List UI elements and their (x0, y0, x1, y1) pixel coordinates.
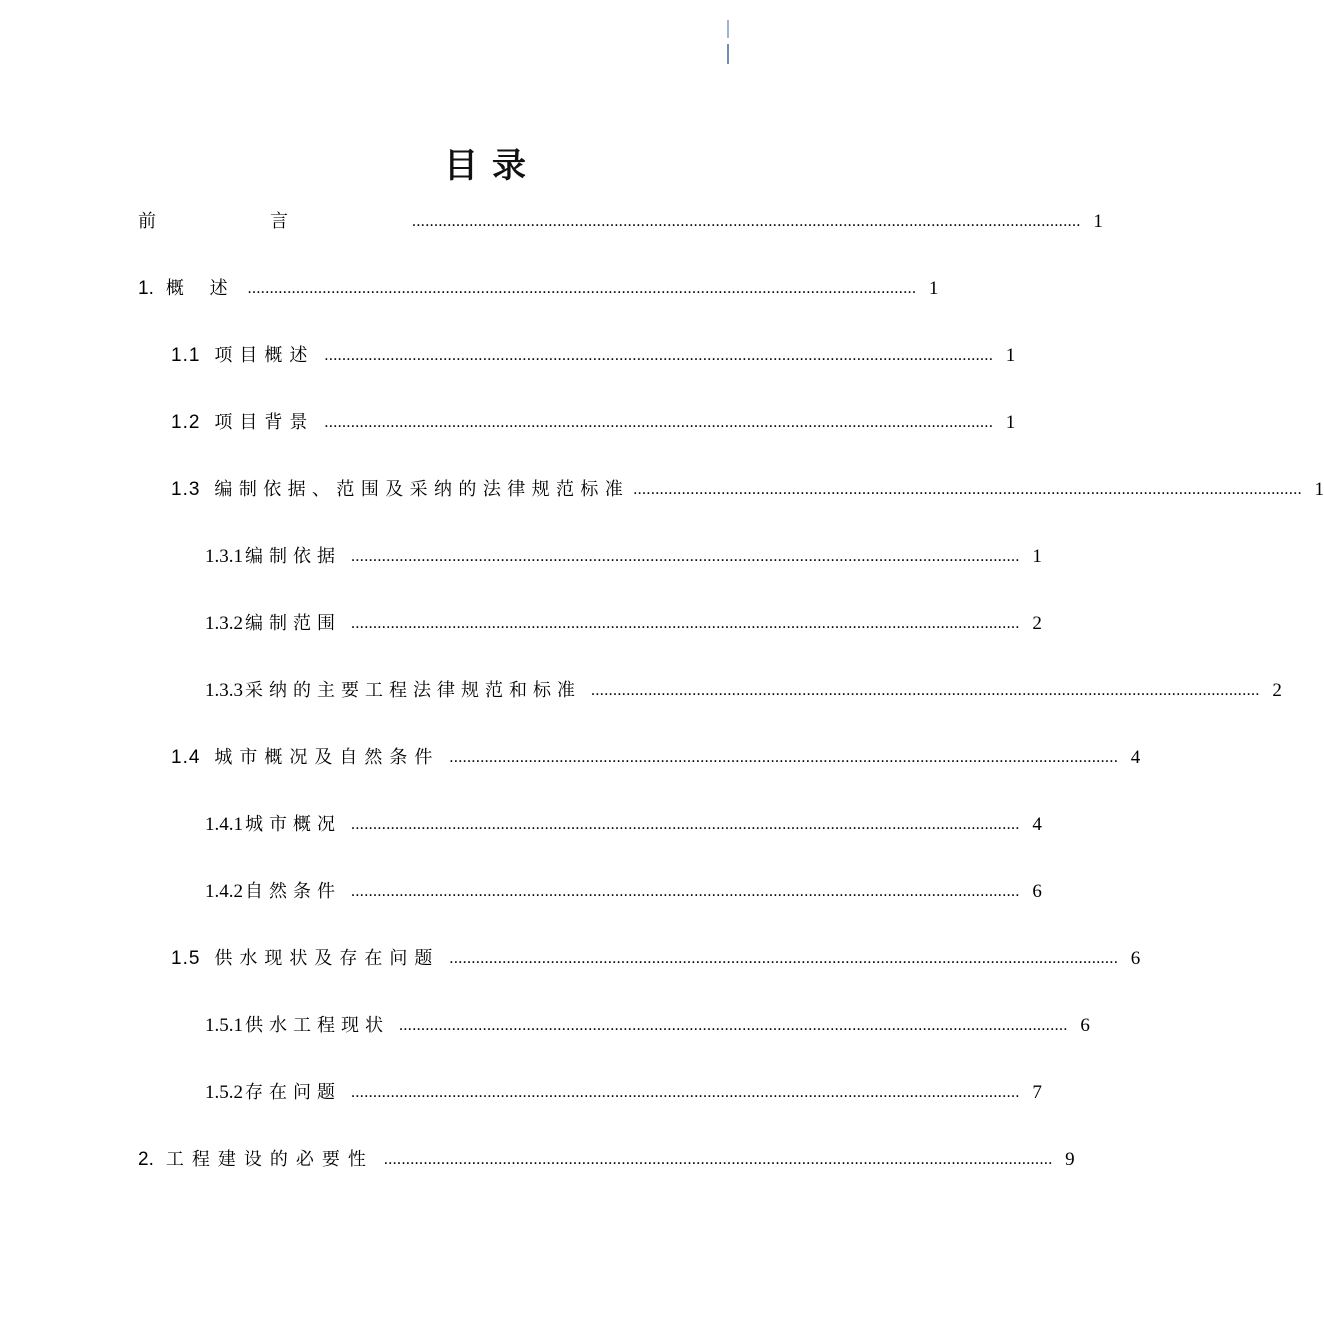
toc-entry-number: 1. (138, 278, 154, 299)
toc-entry-number: 1.3.1 (205, 546, 243, 567)
toc-entry-page: 2 (1032, 613, 1042, 634)
toc-entry-label: 项目概述 (214, 345, 315, 366)
toc-title: 目录 (444, 146, 540, 186)
toc-dot-leader: ........................................................................................................................................................ (383, 1151, 1053, 1168)
corner-mark-segment-bottom (727, 44, 729, 64)
toc-entry-label: 前言 (138, 211, 402, 232)
toc-dot-leader: ........................................................................................................................................................ (399, 1017, 1068, 1034)
toc-entry-1-4-1[interactable] (205, 810, 1042, 840)
toc-entry-number: 1.3.2 (205, 613, 243, 634)
toc-entry-label: 工程建设的必要性 (165, 1149, 374, 1170)
toc-entry-label: 供水现状及存在问题 (214, 948, 440, 969)
toc-dot-leader: ........................................................................................................................................................ (351, 615, 1020, 632)
toc-entry-1-1[interactable] (171, 341, 1016, 371)
toc-dot-leader: ........................................................................................................................................................ (633, 481, 1303, 498)
toc-entry-1-3[interactable] (171, 475, 1324, 505)
toc-dot-leader: ........................................................................................................................................................ (351, 1084, 1020, 1101)
toc-entry-page: 2 (1272, 680, 1282, 701)
toc-entry-2[interactable] (138, 1145, 1075, 1175)
toc-entry-1-4-2[interactable] (205, 877, 1042, 907)
toc-dot-leader: ........................................................................................................................................................ (591, 682, 1260, 699)
corner-mark-segment-top (727, 20, 729, 38)
toc-dot-leader: ........................................................................................................................................................ (449, 749, 1119, 766)
toc-entry-page: 6 (1130, 948, 1141, 969)
toc-entry-label: 城市概况及自然条件 (214, 747, 440, 768)
toc-entry-number: 1.2 (171, 412, 201, 433)
toc-entry-page: 1 (1314, 479, 1324, 500)
toc-entry-number: 1.3 (171, 479, 201, 500)
toc-entry-number: 1.4 (171, 747, 201, 768)
toc-dot-leader: ........................................................................................................................................................ (449, 950, 1119, 967)
toc-entry-label: 供水工程现状 (245, 1015, 389, 1036)
toc-entry-page: 4 (1032, 814, 1042, 835)
toc-entry-page: 1 (1032, 546, 1042, 567)
toc-entry-label: 自然条件 (245, 881, 341, 902)
toc-entry-1-5-1[interactable] (205, 1011, 1090, 1041)
toc-entry-page: 6 (1080, 1015, 1090, 1036)
toc-entry-page: 1 (1005, 412, 1016, 433)
header-corner-mark (727, 20, 730, 64)
toc-entry-number: 1.5 (171, 948, 201, 969)
toc-entry-page: 6 (1032, 881, 1042, 902)
toc-entry-1-4[interactable] (171, 743, 1141, 773)
toc-entry-1-3-3[interactable] (205, 676, 1282, 706)
toc-entry-number: 2. (138, 1149, 154, 1170)
toc-entry-label: 城市概况 (245, 814, 341, 835)
toc-entry-label: 项目背景 (214, 412, 315, 433)
toc-dot-leader: ........................................................................................................................................................ (351, 816, 1020, 833)
toc-dot-leader: ........................................................................................................................................................ (247, 280, 917, 297)
toc-entry-1-2[interactable] (171, 408, 1016, 438)
toc-dot-leader: ........................................................................................................................................................ (351, 548, 1020, 565)
toc-entry-number: 1.4.2 (205, 881, 243, 902)
toc-entry-page: 1 (1093, 211, 1103, 232)
toc-entry-1-3-1[interactable] (205, 542, 1042, 572)
toc-entry-number: 1.5.1 (205, 1015, 243, 1036)
toc-entry-page: 1 (928, 278, 939, 299)
toc-entry-1-5[interactable] (171, 944, 1141, 974)
toc-entry-page: 4 (1130, 747, 1141, 768)
toc-entry-label: 概 述 (165, 278, 238, 299)
toc-entry-page: 9 (1065, 1149, 1075, 1170)
toc-entry-1[interactable] (138, 274, 939, 304)
toc-entry-label: 编制依据、范围及采纳的法律规范标准 (214, 479, 630, 500)
toc-entry-label: 存在问题 (245, 1082, 341, 1103)
toc-entry-label: 编制范围 (245, 613, 341, 634)
toc-dot-leader: ........................................................................................................................................................ (351, 883, 1020, 900)
toc-entry-page: 7 (1032, 1082, 1042, 1103)
toc-entry-1-3-2[interactable] (205, 609, 1042, 639)
toc-dot-leader: ........................................................................................................................................................ (324, 414, 994, 431)
toc-entry-1-5-2[interactable] (205, 1078, 1042, 1108)
toc-dot-leader: ........................................................................................................................................................ (324, 347, 994, 364)
toc-entry-number: 1.4.1 (205, 814, 243, 835)
toc-entry-page: 1 (1005, 345, 1016, 366)
toc-entry-number: 1.5.2 (205, 1082, 243, 1103)
toc-entry-label: 采纳的主要工程法律规范和标准 (245, 680, 581, 701)
toc-entry-number: 1.1 (171, 345, 201, 366)
toc-entry-number: 1.3.3 (205, 680, 243, 701)
toc-entry-label: 编制依据 (245, 546, 341, 567)
toc-dot-leader: ........................................................................................................................................................ (412, 213, 1081, 230)
toc-entry-preface[interactable] (138, 207, 1103, 237)
